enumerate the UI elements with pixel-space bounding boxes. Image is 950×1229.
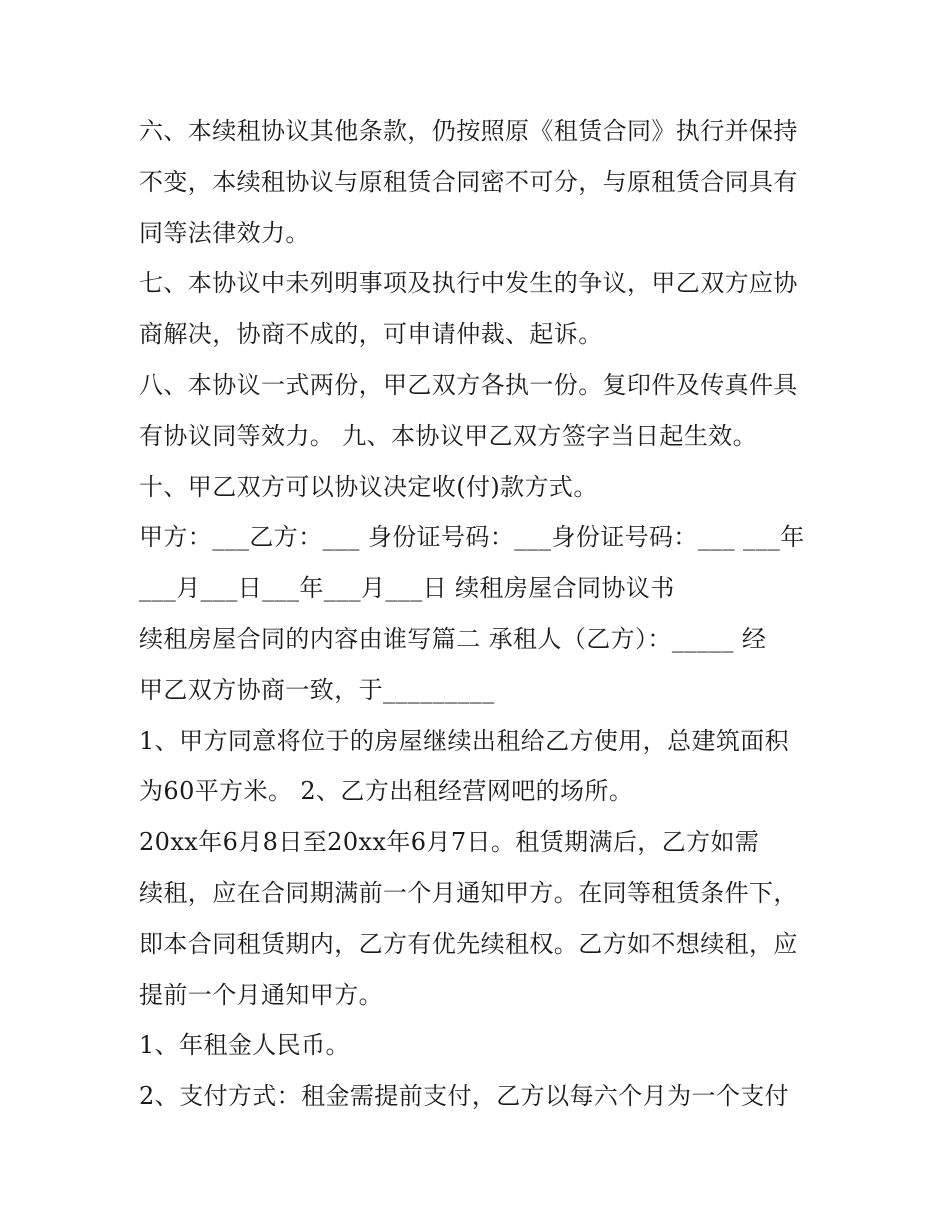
clause-7-line-1: 七、本协议中未列明事项及执行中发生的争议，甲乙双方应协: [139, 269, 798, 298]
clause-6-line-2: 不变，本续租协议与原租赁合同密不可分，与原租赁合同具有: [139, 167, 798, 196]
lease-term-line-1: 20xx年6月8日至20xx年6月7日。租赁期满后，乙方如需: [139, 828, 760, 857]
clause-6-line-3: 同等法律效力。: [139, 218, 310, 247]
rent-item-1-line: 1、年租金人民币。: [139, 1031, 350, 1060]
clause-6-line-1: 六、本续租协议其他条款，仍按照原《租赁合同》执行并保持: [139, 117, 798, 145]
clause-8-9-line: 有协议同等效力。 九、本协议甲乙双方签字当日起生效。: [139, 421, 758, 450]
signature-line-1: 甲方：___乙方：___ 身份证号码：___身份证号码：___ ___年: [139, 523, 805, 552]
clause-7-line-2: 商解决，协商不成的，可申请仲裁、起诉。: [139, 320, 603, 349]
part-two-heading-line: 续租房屋合同的内容由谁写篇二 承租人（乙方）：_____ 经: [139, 624, 767, 653]
rent-item-2-line: 2、支付方式：租金需提前支付，乙方以每六个月为一个支付: [139, 1082, 790, 1111]
item-1-2-line: 为60平方米。 2、乙方出租经营网吧的场所。: [139, 777, 634, 806]
clause-8-line-1: 八、本协议一式两份，甲乙双方各执一份。复印件及传真件具: [139, 370, 798, 399]
lease-term-line-3: 即本合同租赁期内，乙方有优先续租权。乙方如不想续租，应: [139, 929, 798, 958]
lease-term-line-4: 提前一个月通知甲方。: [139, 980, 383, 1009]
lease-term-line-2: 续租，应在合同期满前一个月通知甲方。在同等租赁条件下，: [139, 878, 798, 907]
item-1-line-1: 1、甲方同意将位于的房屋继续出租给乙方使用，总建筑面积: [139, 726, 790, 755]
part-two-intro-line: 甲乙双方协商一致，于_________: [139, 675, 495, 704]
contract-text: [139, 106, 829, 1122]
clause-10-line: 十、甲乙双方可以协议决定收(付)款方式。: [139, 472, 598, 501]
signature-date-line: ___月___日___年___月___日 续租房屋合同协议书: [139, 574, 675, 603]
